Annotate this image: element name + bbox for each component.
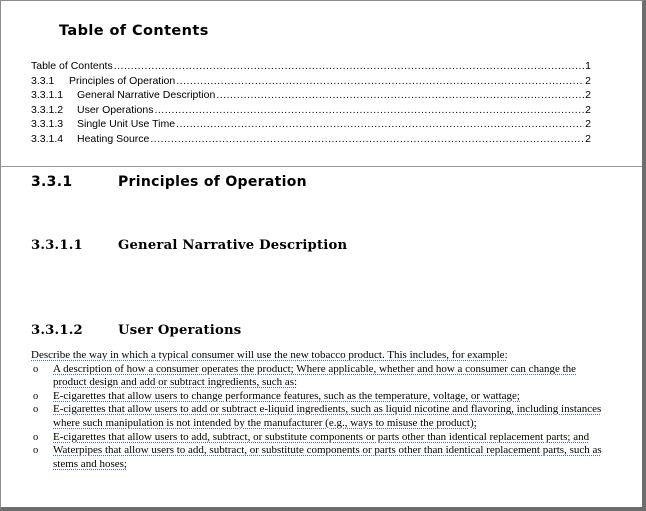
section-heading-user-operations bbox=[31, 323, 241, 338]
toc-leader-dots bbox=[114, 59, 584, 74]
list-item bbox=[31, 390, 611, 404]
toc-entry-number: 3.3.1.2 bbox=[31, 103, 64, 116]
toc-entry[interactable] bbox=[31, 103, 591, 118]
toc-entry-label: Heating Source bbox=[77, 132, 150, 145]
bullet-list bbox=[31, 363, 611, 472]
section-heading-narrative bbox=[31, 238, 347, 253]
user-operations-body bbox=[31, 349, 611, 471]
list-item bbox=[31, 403, 611, 430]
toc-leader-dots bbox=[176, 74, 584, 89]
bullet-marker: o bbox=[33, 390, 39, 402]
toc-entry-label: General Narrative Description bbox=[77, 89, 216, 102]
section-number: 3.3.1 bbox=[31, 174, 73, 190]
toc-leader-dots bbox=[154, 103, 584, 118]
section-heading-principles bbox=[31, 174, 307, 190]
toc-entry-number: 3.3.1.1 bbox=[31, 89, 64, 102]
toc-leader-dots bbox=[216, 88, 584, 103]
bullet-text: E-cigarettes that allow users to add or subtract e-liquid ingredients, such as liquid nicotine and flavoring, including instances where such manipulation is not intended by the manufacturer (e.g., ways to misuse the product); bbox=[53, 403, 602, 429]
list-item bbox=[31, 444, 611, 471]
toc-entry-label: User Operations bbox=[77, 103, 154, 116]
toc-entry-number: 3.3.1 bbox=[31, 74, 55, 87]
toc-entry-number: 3.3.1.4 bbox=[31, 132, 64, 145]
page-break-divider bbox=[1, 166, 642, 167]
toc-entry-page: 1 bbox=[585, 60, 591, 72]
section-title: Principles of Operation bbox=[118, 174, 307, 190]
toc-entry-label: Principles of Operation bbox=[69, 74, 176, 87]
toc-entry[interactable] bbox=[31, 74, 591, 89]
bullet-marker: o bbox=[33, 404, 39, 416]
bullet-text: E-cigarettes that allow users to add, subtract, or substitute components or parts other than identical replacement parts; and bbox=[53, 430, 590, 443]
toc-entry-page: 2 bbox=[585, 132, 591, 145]
toc-entry-number: 3.3.1.3 bbox=[31, 118, 64, 131]
toc-entry[interactable] bbox=[31, 132, 591, 147]
toc-entry-page: 2 bbox=[585, 74, 591, 87]
section-title: General Narrative Description bbox=[118, 238, 348, 253]
bullet-text: Waterpipes that allow users to add, subtract, or substitute components or parts other than identical replacement parts, such as stems and hoses; bbox=[53, 444, 602, 470]
toc-entry[interactable] bbox=[31, 88, 591, 103]
toc-title: Table of Contents bbox=[59, 23, 209, 39]
bullet-marker: o bbox=[33, 445, 39, 457]
list-item bbox=[31, 363, 611, 390]
toc-leader-dots bbox=[176, 117, 584, 132]
toc-leader-dots bbox=[150, 132, 584, 147]
section-number: 3.3.1.2 bbox=[31, 323, 83, 338]
intro-paragraph: Describe the way in which a typical consumer will use the new tobacco product. This includes, for example: bbox=[31, 349, 508, 361]
section-title: User Operations bbox=[118, 323, 242, 338]
bullet-text: A description of how a consumer operates the product; Where applicable, whether and how a consumer can change the product design and add or subtract ingredients, such as: bbox=[53, 362, 577, 389]
toc-entry[interactable] bbox=[31, 117, 591, 132]
toc-entry-page: 2 bbox=[585, 89, 591, 102]
toc-entry-label: Table of Contents bbox=[31, 60, 113, 72]
table-of-contents bbox=[31, 59, 591, 147]
bullet-marker: o bbox=[33, 363, 39, 375]
toc-entry-label: Single Unit Use Time bbox=[77, 118, 176, 131]
toc-entry[interactable] bbox=[31, 59, 591, 74]
toc-entry-page: 2 bbox=[585, 118, 591, 131]
section-number: 3.3.1.1 bbox=[31, 238, 83, 253]
bullet-marker: o bbox=[33, 431, 39, 443]
bullet-text: E-cigarettes that allow users to change performance features, such as the temperature, voltage, or wattage; bbox=[53, 389, 520, 402]
toc-entry-page: 2 bbox=[585, 103, 591, 116]
list-item bbox=[31, 431, 611, 445]
